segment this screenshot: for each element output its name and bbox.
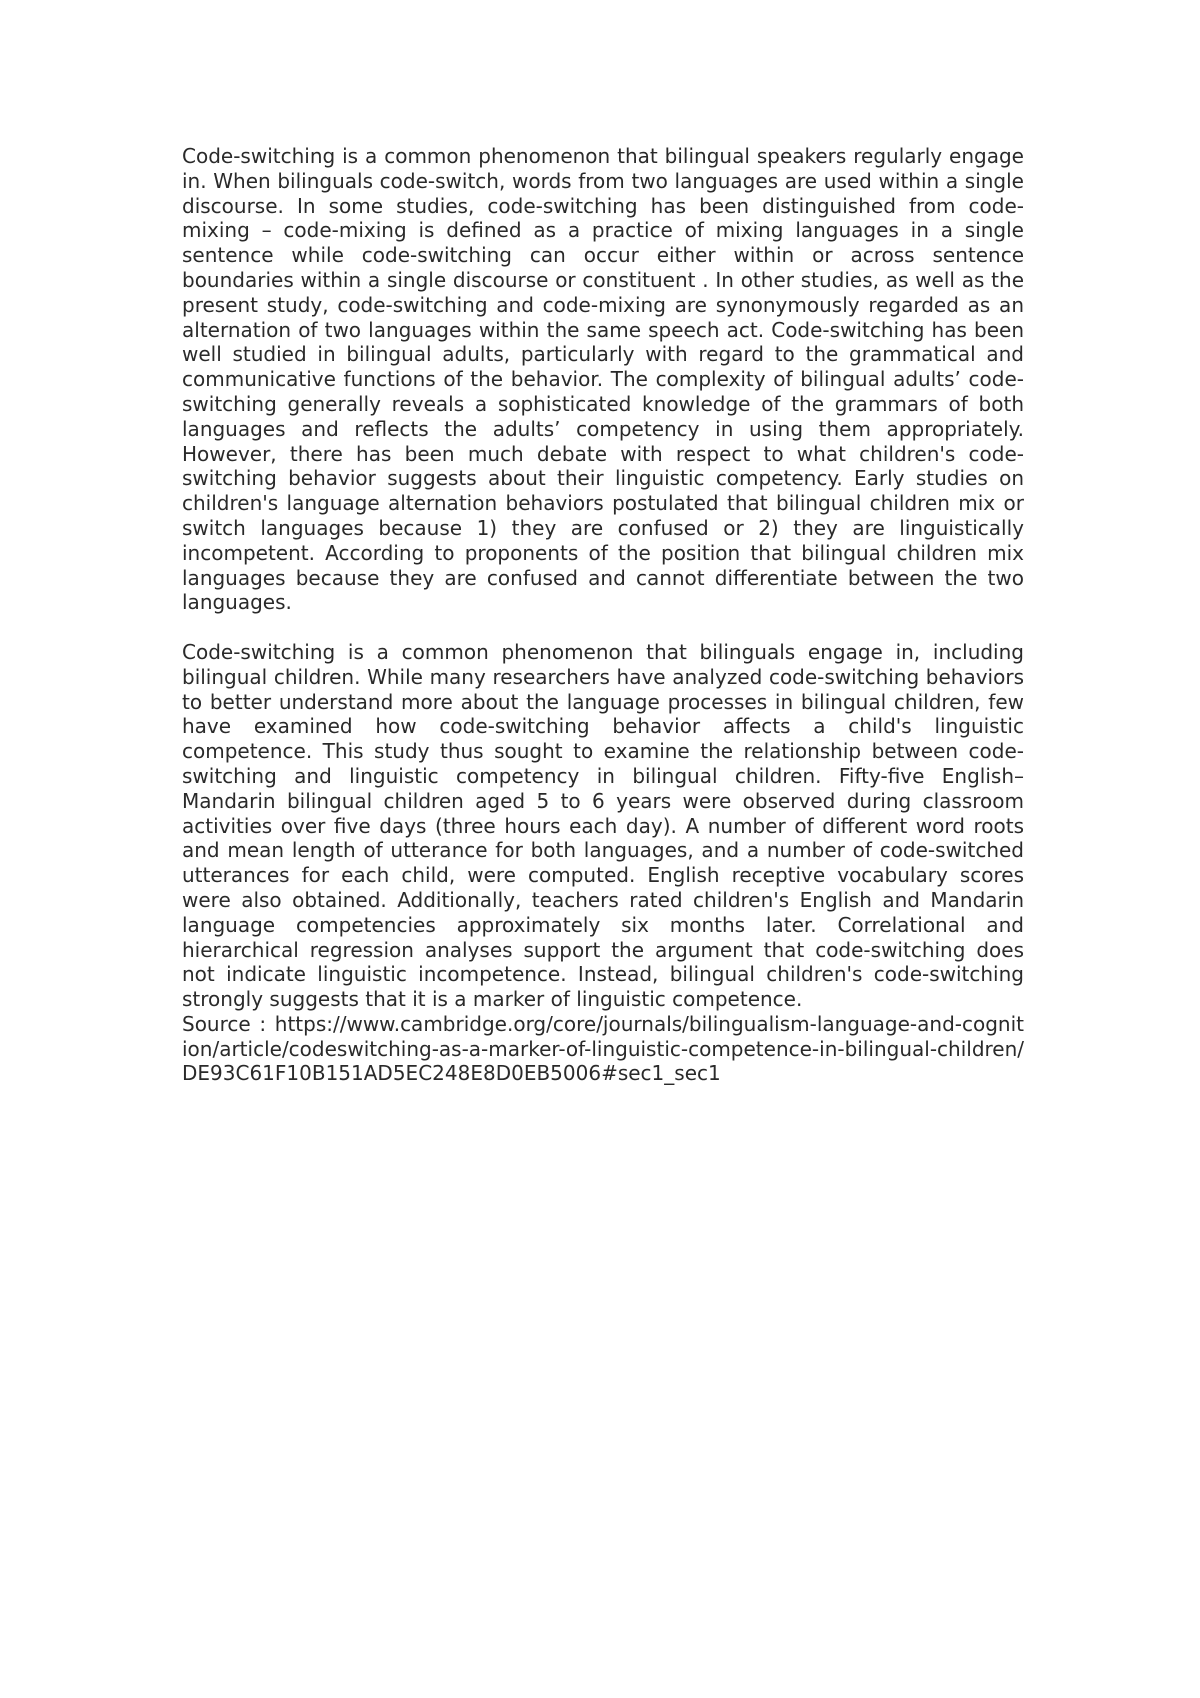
source-url: https://www.cambridge.org/core/journals/bilingualism-language-and-cognition/article/codeswitching-as-a-marker-of-linguistic-competence-in-bilingual-children/DE93C61F10B151AD5EC248E8D0EB5006#sec1_sec1 (182, 1011, 1025, 1086)
source-label: Source : (182, 1011, 275, 1036)
document-body (182, 144, 1024, 1086)
paragraph-1: Code-switching is a common phenomenon that bilingual speakers regularly engage in. When bilinguals code-switch, words from two languages are used within a single discourse. In some studies, code-switching has been distinguished from code-mixing – code-mixing is defined as a practice of mixing languages in a single sentence while code-switching can occur either within or across sentence boundaries within a single discourse or constituent . In other studies, as well as the present study, code-switching and code-mixing are synonymously regarded as an alternation of two languages within the same speech act. Code-switching has been well studied in bilingual adults, particularly with regard to the grammatical and communicative functions of the behavior. The complexity of bilingual adults’ code-switching generally reveals a sophisticated knowledge of the grammars of both languages and reflects the adults’ competency in using them appropriately. However, there has been much debate with respect to what children's code-switching behavior suggests about their linguistic competency. Early studies on children's language alternation behaviors postulated that bilingual children mix or switch languages because 1) they are confused or 2) they are linguistically incompetent. According to proponents of the position that bilingual children mix languages because they are confused and cannot differentiate between the two languages. (182, 144, 1024, 615)
paragraph-2: Code-switching is a common phenomenon that bilinguals engage in, including bilingual children. While many researchers have analyzed code-switching behaviors to better understand more about the language processes in bilingual children, few have examined how code-switching behavior affects a child's linguistic competence. This study thus sought to examine the relationship between code-switching and linguistic competency in bilingual children. Fifty-five English–Mandarin bilingual children aged 5 to 6 years were observed during classroom activities over five days (three hours each day). A number of different word roots and mean length of utterance for both languages, and a number of code-switched utterances for each child, were computed. English receptive vocabulary scores were also obtained. Additionally, teachers rated children's English and Mandarin language competencies approximately six months later. Correlational and hierarchical regression analyses support the argument that code-switching does not indicate linguistic incompetence. Instead, bilingual children's code-switching strongly suggests that it is a marker of linguistic competence. (182, 639, 1024, 1012)
source-citation (182, 1012, 1024, 1086)
